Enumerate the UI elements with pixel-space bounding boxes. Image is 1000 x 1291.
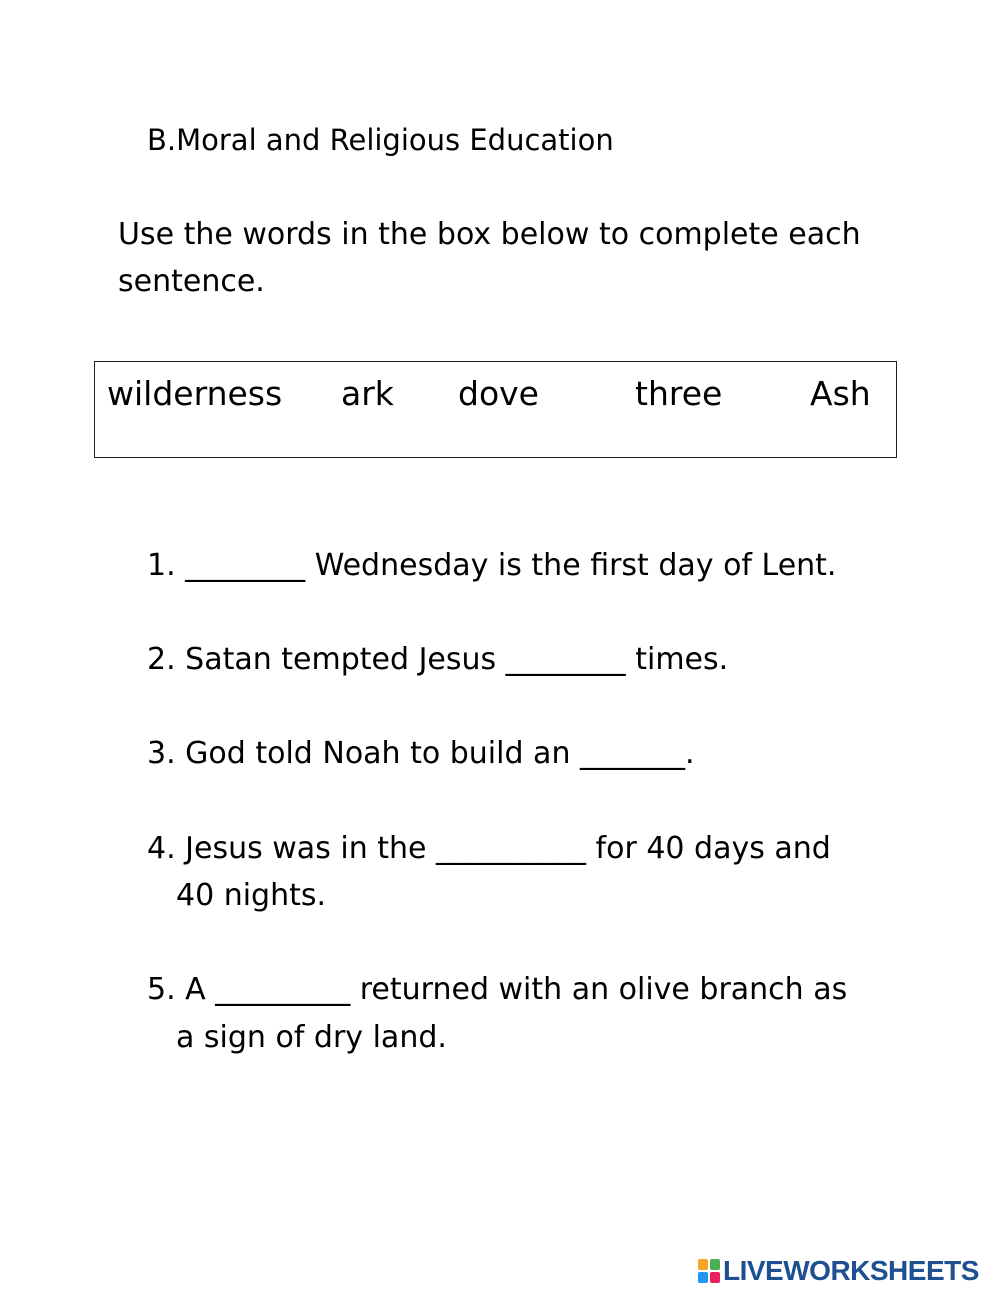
question-4-line-2: 40 nights.	[176, 878, 327, 913]
question-3: 3. God told Noah to build an _______.	[147, 736, 695, 771]
question-5-line-1: 5. A _________ returned with an olive branch as	[147, 972, 848, 1007]
page-title: B.Moral and Religious Education	[147, 123, 614, 157]
instruction-line-1: Use the words in the box below to complete each	[118, 217, 861, 252]
word-bank-item: dove	[458, 374, 539, 413]
liveworksheets-logo	[698, 1256, 979, 1286]
word-bank-item: three	[635, 374, 723, 413]
word-bank-box	[94, 361, 897, 458]
word-bank-item: Ash	[810, 374, 871, 413]
instruction-line-2: sentence.	[118, 264, 265, 299]
logo-text: LIVEWORKSHEETS	[723, 1255, 979, 1286]
question-4-line-1: 4. Jesus was in the __________ for 40 days and	[147, 831, 831, 866]
word-bank-item: ark	[341, 374, 394, 413]
question-1: 1. ________ Wednesday is the first day of Lent.	[147, 548, 837, 583]
question-2: 2. Satan tempted Jesus ________ times.	[147, 642, 729, 677]
word-bank-item: wilderness	[107, 374, 283, 413]
question-5-line-2: a sign of dry land.	[176, 1020, 447, 1055]
liveworksheets-logo-icon	[698, 1259, 720, 1283]
